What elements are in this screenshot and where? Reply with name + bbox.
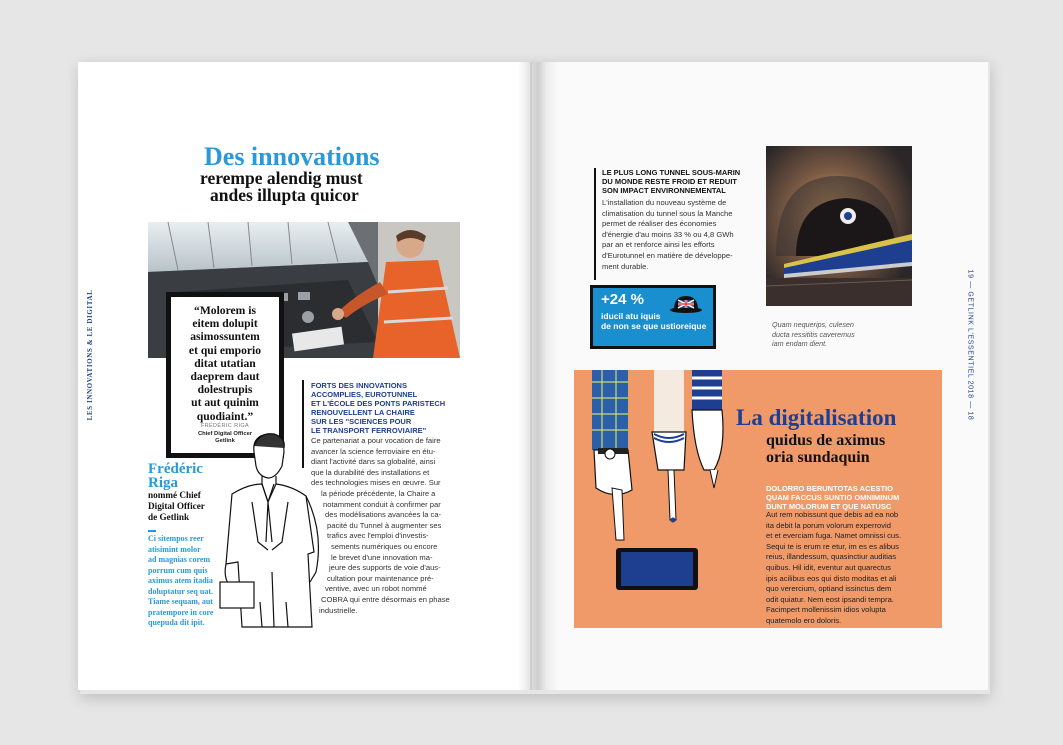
quote-line-4: et qui emporio	[188, 343, 262, 357]
tunnel-rule	[594, 168, 596, 280]
tunnel-heading-line: SON IMPACT ENVIRONNEMENTAL	[602, 186, 726, 195]
col-body-line: des modélisations avancées la ca-	[325, 510, 442, 520]
col-body-line: Ce partenariat a pour vocation de faire	[311, 436, 441, 445]
col-heading-line: FORTS DES INNOVATIONS	[311, 381, 407, 390]
uk-flag-hat-icon	[669, 292, 703, 314]
col-body-line: ventive, avec un robot nommé	[325, 584, 427, 594]
col-heading-line: SUR LES "SCIENCES POUR	[311, 417, 412, 426]
accent-rule	[148, 530, 156, 532]
digital-body	[766, 510, 936, 627]
pull-quote-text	[177, 304, 273, 423]
person-name	[148, 462, 203, 490]
digital-body-line: Facimpert mollenissim idios volupta	[766, 605, 886, 615]
blue-para-line: doluptatur seq uat.	[148, 586, 213, 596]
digital-body-line: et et everciam fuga. Namet omnissi cus.	[766, 531, 902, 541]
tunnel-body-line: d'énergie d'au moins 33 % ou 4,8 GWh	[602, 229, 734, 239]
tunnel-train-photo	[766, 146, 912, 306]
page-gutter	[518, 62, 558, 690]
column-heading	[311, 381, 461, 435]
tunnel-heading	[602, 168, 752, 195]
quote-author: FRÉDÉRIC RIGA	[200, 423, 250, 429]
quote-line-5: ditat utatian	[194, 356, 256, 370]
blue-para-line: Ci sitempos reer	[148, 534, 204, 543]
quote-role-line-1: Chief Digital Officer	[197, 431, 253, 437]
hands-illustration	[574, 370, 754, 628]
digital-body-line: reius, illandessum, quasinctiur auditias	[766, 552, 897, 562]
person-description	[148, 490, 205, 523]
digital-heading-line: DOLORRO BERUNTOTAS ACESTIO	[766, 484, 893, 493]
digital-body-line: quatemolo ero doloris.	[766, 615, 842, 625]
tunnel-body-line: d'Eurotunnel en matière de développe-	[602, 250, 733, 260]
tunnel-body-line: ment durable.	[602, 261, 649, 271]
person-name-line-1: Frédéric	[148, 461, 203, 477]
col-heading-line: LE TRANSPORT FERROVIAIRE"	[311, 426, 427, 435]
digital-subtitle-line-2: oria sundaquin	[766, 449, 870, 466]
stat-value: +24 %	[601, 291, 644, 308]
digital-title: La digitalisation	[736, 405, 897, 430]
digital-body-line: quo verercium, optiand issinctus dem	[766, 584, 892, 594]
right-side-label: 19 — GETLINK L'ESSENTIEL 2018 — 18	[966, 269, 974, 421]
blue-para-line: aximus atem itadia	[148, 576, 213, 585]
stat-caption-line-1: iducil atu iquis	[601, 311, 661, 321]
tunnel-heading-line: LE PLUS LONG TUNNEL SOUS-MARIN	[602, 168, 741, 177]
col-body-line: que la durabilité des installations et	[311, 467, 430, 477]
caption-line: Quam nequerips, culesen	[772, 320, 854, 329]
quote-line-6: daeprem daut	[190, 370, 260, 384]
col-body-line: notamment conduit à confirmer par	[323, 499, 441, 509]
caption-line: iam endam dient.	[772, 339, 828, 348]
col-body-line: diant l'activité dans sa globalité, ainsi	[311, 457, 436, 467]
stat-caption	[601, 312, 706, 331]
tunnel-heading-line: DU MONDE RESTE FROID ET REDUIT	[602, 177, 738, 186]
digital-body-line: ita debit la porum volorum experrovid	[766, 520, 891, 530]
blue-para-line: porrum cum quis	[148, 565, 208, 575]
tunnel-body-line: par an et renforce ainsi les efforts	[602, 240, 715, 250]
col-body-line: la période précédente, la Chaire a	[321, 488, 436, 498]
digital-heading-line: QUAM FACCUS SUNTIO OMNIMINUM	[766, 493, 900, 502]
quote-line-9: quodiaint.”	[196, 409, 254, 423]
digital-heading	[766, 484, 938, 511]
blue-para-line: pratempore in core	[148, 607, 214, 617]
page-title: Des innovations	[204, 142, 380, 171]
blue-para-line: ad magnias corem	[148, 555, 211, 564]
digital-body-line: Sequi te is erum re etur, im es es alibus	[766, 541, 899, 551]
stat-caption-line-2: de non se que ustioreique	[601, 320, 707, 331]
photo-caption	[772, 320, 855, 349]
hands-phone-art	[574, 370, 754, 628]
quote-line-8: ut aut quinim	[191, 396, 259, 410]
digital-subtitle	[766, 432, 885, 466]
digital-body-line: Aut rem nobissunt que debis ad ea nob	[766, 510, 899, 519]
person-desc-line-3: de Getlink	[148, 512, 190, 522]
col-body-line: trafics avec l'emploi d'investis-	[327, 531, 429, 541]
subtitle-line-2: andes illupta quicor	[210, 185, 359, 205]
column-rule	[302, 380, 304, 468]
blue-para-line: quepuda dit ipit.	[148, 618, 205, 627]
tunnel-body-line: L'installation du nouveau système de	[602, 198, 727, 207]
stat-box	[590, 285, 716, 349]
quote-line-7: dolestrupis	[197, 383, 253, 397]
quote-line-3: asimossuntem	[190, 330, 260, 344]
col-body-line: des technologies mises en œuvre. Sur	[311, 478, 441, 488]
caption-line: ducta ressititis caveremus	[772, 329, 855, 339]
col-body-line: sements numériques ou encore	[331, 541, 438, 551]
col-body-line: pacité du Tunnel à augmenter ses	[327, 520, 442, 530]
subtitle-line-1: rerempe alendig must	[200, 168, 363, 188]
digital-body-line: ipis acilibus eos qui disto moditas et ali	[766, 573, 897, 583]
col-body-line: jeure des supports de voie d'aus-	[329, 563, 441, 573]
col-body-line: le brevet d'une innovation ma-	[331, 552, 433, 562]
blue-para-line: atisimint molor	[148, 544, 201, 554]
col-heading-line: ET L'ÉCOLE DES PONTS PARISTECH	[311, 399, 446, 408]
quote-line-1: “Molorem is	[194, 304, 256, 317]
person-name-line-2: Riga	[148, 475, 178, 491]
digital-subtitle-line-1: quidus de aximus	[766, 432, 886, 449]
quote-line-2: eitem dolupit	[192, 317, 258, 331]
digital-body-line: quibus. Hil idit, eventur aut quarectus	[766, 562, 891, 572]
digital-body-line: odit quiatur. Nem eost ipsandi tempra.	[766, 594, 894, 604]
person-desc-line-2: Digital Officer	[148, 501, 205, 511]
col-heading-line: RENOUVELLENT LA CHAIRE	[311, 408, 415, 417]
col-body-line: COBRA qui entre désormais en phase	[321, 594, 450, 604]
tunnel-train-photo-art	[766, 146, 912, 306]
digital-heading-line: DUNT MOLORUM ET QUE NATUSC	[766, 502, 892, 511]
tunnel-body-line: permet de réaliser des économies	[602, 219, 717, 229]
col-heading-line: ACCOMPLIES, EUROTUNNEL	[311, 390, 418, 399]
column-body	[311, 436, 459, 616]
person-desc-line-1: nommé Chief	[148, 490, 201, 500]
quote-role-line-2: Getlink	[215, 438, 235, 444]
col-body-line: industrielle.	[319, 605, 358, 615]
col-body-line: cultation pour maintenance pré-	[327, 573, 434, 583]
blue-para-line: Tiame sequam, aut	[148, 597, 213, 606]
left-side-label: LES INNOVATIONS & LE DIGITAL	[86, 289, 94, 421]
tunnel-body	[602, 198, 750, 272]
col-body-line: avancer la science ferroviaire en étu-	[311, 446, 436, 456]
tunnel-body-line: climatisation du tunnel sous la Manche	[602, 208, 733, 218]
